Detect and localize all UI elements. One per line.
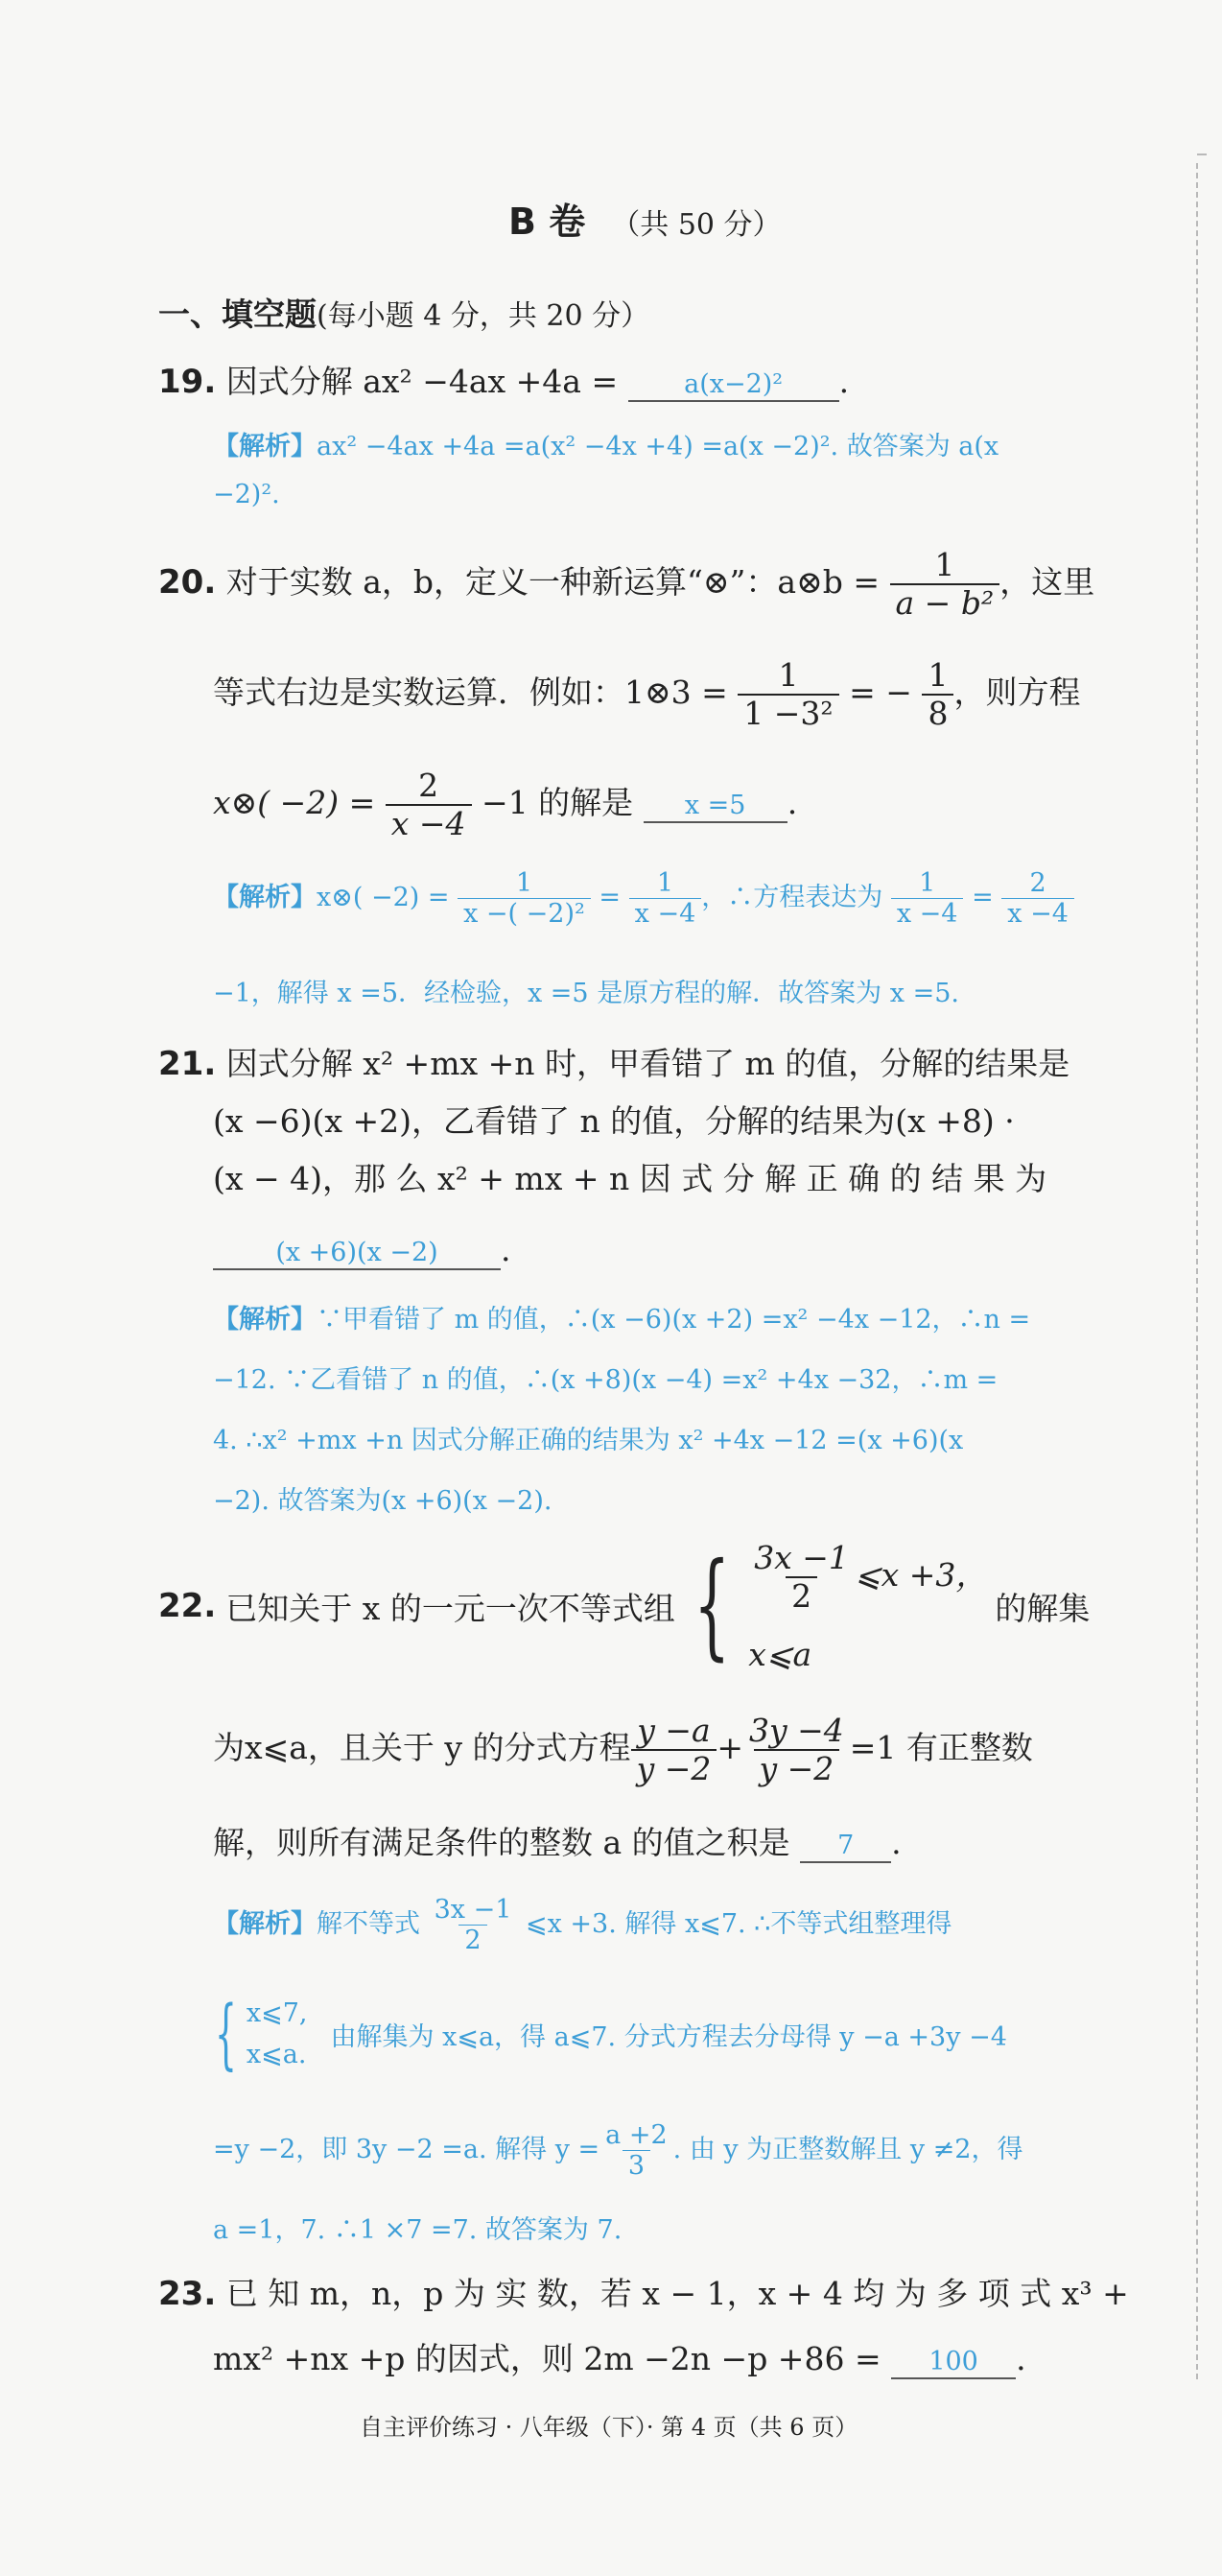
question-22-line-1 [158,1540,1090,1673]
question-end: . [501,1231,511,1268]
denominator: x −4 [1001,898,1074,929]
question-21-line-2: (x −6)(x +2)，乙看错了 n 的值，分解的结果为(x +8) · [213,1102,1015,1140]
question-text: 的解集 [995,1589,1091,1627]
system-brace: { [214,1989,237,2078]
answer-blank: a(x−2)² [628,369,839,402]
solution-21-line-1 [213,1298,1030,1335]
numerator: 1 [919,868,936,898]
solution-22-line-1 [213,1895,952,1955]
denominator: 2 [786,1576,817,1615]
question-text: 对于实数 a，b，定义一种新运算“⊗”：a⊗b = [225,562,881,601]
numerator: y −a [637,1712,711,1749]
solution-text: = [972,883,994,913]
margin-corner [1197,154,1207,155]
question-text: 等式右边是实数运算．例如：1⊗3 = [213,673,728,711]
solution-tag: 【解析】 [213,432,317,461]
question-20-line-3 [213,768,797,842]
numerator: 2 [418,767,439,804]
solution-21-line-2: −12. ∵乙看错了 n 的值，∴(x +8)(x −4) =x² +4x −32，∴m = [213,1365,999,1395]
fraction [922,657,953,732]
fraction [738,657,838,732]
solution-22-line-3 [213,2120,1022,2181]
solution-19-line-2: −2)². [213,480,280,509]
solution-text: ∵甲看错了 m 的值，∴(x −6)(x +2) =x² −4x −12，∴n = [317,1305,1031,1335]
solution-text: 由解集为 x⩽a，得 a⩽7. 分式方程去分母得 y −a +3y −4 [330,2021,1007,2052]
fraction [458,868,591,929]
numerator: 1 [934,546,955,583]
solution-21-line-3: 4. ∴x² +mx +n 因式分解正确的结果为 x² +4x −12 =(x +6)(x [213,1426,964,1455]
numerator: 3x −1 [434,1895,512,1925]
solution-21-line-4: −2). 故答案为(x +6)(x −2). [213,1486,552,1516]
paper-subtitle: （共 50 分） [611,208,782,242]
fraction [429,1895,518,1955]
paper-title: B 卷 [508,201,586,243]
question-end: . [1016,2340,1026,2377]
solution-22-line-4: a =1，7. ∴1 ×7 =7. 故答案为 7. [213,2215,623,2245]
solution-tag: 【解析】 [213,1909,317,1940]
fraction [890,547,1000,622]
solution-text: ⩽x +3. 解得 x⩽7. ∴不等式组整理得 [525,1909,952,1940]
numerator: 1 [778,656,799,694]
numerator: 1 [515,868,533,898]
question-23-line-1 [158,2269,1129,2314]
question-end: . [891,1824,902,1861]
solution-tag: 【解析】 [213,1305,317,1335]
answer-blank: 100 [891,2347,1016,2379]
answer-blank: x =5 [644,791,787,823]
denominator: x −4 [386,804,472,842]
fraction [629,868,702,929]
question-19 [158,357,849,402]
solution-text: ，∴方程表达为 [701,883,883,913]
section-note: (每小题 4 分，共 20 分） [317,299,650,333]
question-20-line-2 [213,657,1080,732]
solution-tag: 【解析】 [213,883,317,913]
numerator: 3x −1 [754,1539,849,1576]
denominator: x −4 [891,898,964,929]
question-21-line-3: (x − 4)，那 么 x² + mx + n 因 式 分 解 正 确 的 结 果 为 [213,1160,1047,1197]
answer-blank: (x +6)(x −2) [213,1238,501,1270]
system-brace: { [693,1539,731,1673]
denominator: 2 [458,1925,486,1955]
solution-text: =y −2，即 3y −2 =a. 解得 y = [213,2135,600,2165]
system-row-1: x⩽7, [246,1998,308,2028]
question-number: 22. [158,1587,217,1626]
system-row-2: x⩽a. [246,2040,307,2069]
question-text: 已知关于 x 的一元一次不等式组 [225,1589,675,1627]
question-text: ，这里 [999,562,1095,601]
question-23-line-2 [213,2334,1026,2379]
section-heading-line [158,290,649,335]
fraction [1001,868,1074,929]
solution-text: . 由 y 为正整数解且 y ≠2，得 [672,2135,1023,2165]
question-text: = − [849,673,912,711]
question-21-line-1 [158,1039,1069,1084]
denominator: 8 [922,694,953,732]
fraction [386,768,472,842]
denominator: 3 [623,2150,650,2181]
question-text: −1 的解是 [482,783,634,821]
numerator: 2 [1029,868,1046,898]
denominator: 1 −3² [738,694,838,732]
question-text: x⊗( −2) = [213,783,376,821]
solution-20-line-1 [213,868,1074,929]
question-text: + [717,1728,743,1766]
fraction [748,1540,855,1615]
question-stem: 因式分解 ax² −4ax +4a = [225,363,619,400]
question-number: 21. [158,1045,217,1083]
fraction [631,1713,717,1787]
fraction [599,2120,672,2181]
question-text: 已 知 m，n，p 为 实 数，若 x − 1，x + 4 均 为 多 项 式 x³ + [225,2275,1129,2312]
system-row-2: x⩽a [748,1635,812,1673]
question-text: ，则方程 [953,673,1081,711]
denominator: a − b² [890,583,1000,622]
solution-20-line-2: −1，解得 x =5．经检验，x =5 是原方程的解．故答案为 x =5. [213,979,959,1008]
question-number: 20. [158,562,217,602]
question-end: . [787,783,798,821]
solution-text: ax² −4ax +4a =a(x² −4x +4) =a(x −2)². 故答案为 a(x [317,432,999,461]
denominator: x −4 [629,898,702,929]
question-end: . [838,363,850,400]
question-text: =1 有正整数 [849,1728,1033,1766]
margin-dashed-line [1196,163,1198,2379]
solution-text: = [599,883,622,913]
section-heading: 一、填空题 [158,295,317,333]
question-22-line-3 [213,1818,902,1863]
numerator: 1 [656,868,674,898]
fraction [891,868,964,929]
question-text: mx² +nx +p 的因式，则 2m −2n −p +86 = [213,2340,881,2377]
numerator: 3y −4 [749,1712,844,1749]
paper-header [508,192,782,245]
question-text: 解，则所有满足条件的整数 a 的值之积是 [213,1824,790,1861]
fraction [743,1713,850,1787]
denominator: x −( −2)² [458,898,591,929]
numerator: 1 [928,656,949,694]
solution-22-line-2 [213,1989,1007,2078]
denominator: y −2 [754,1749,840,1787]
denominator: y −2 [631,1749,717,1787]
question-text: 为x⩽a，且关于 y 的分式方程 [213,1728,631,1766]
solution-19-line-1 [213,425,999,462]
question-number: 19. [158,363,217,401]
inequality-system [748,1540,987,1673]
answer-blank: 7 [800,1831,891,1863]
system-row-1 [748,1540,987,1615]
page-footer: 自主评价练习 · 八年级（下）· 第 4 页（共 6 页） [360,2414,858,2441]
question-20-line-1 [158,547,1094,622]
question-21-line-4 [213,1231,511,1270]
solution-text: 解不等式 [317,1909,420,1940]
question-text: 因式分解 x² +mx +n 时，甲看错了 m 的值，分解的结果是 [225,1045,1070,1082]
solution-system [247,1998,308,2069]
numerator: a +2 [605,2120,668,2150]
system-row-tail: ⩽x +3， [854,1555,988,1594]
question-number: 23. [158,2275,217,2313]
question-22-line-2 [213,1713,1033,1787]
solution-text: x⊗( −2) = [317,883,450,913]
